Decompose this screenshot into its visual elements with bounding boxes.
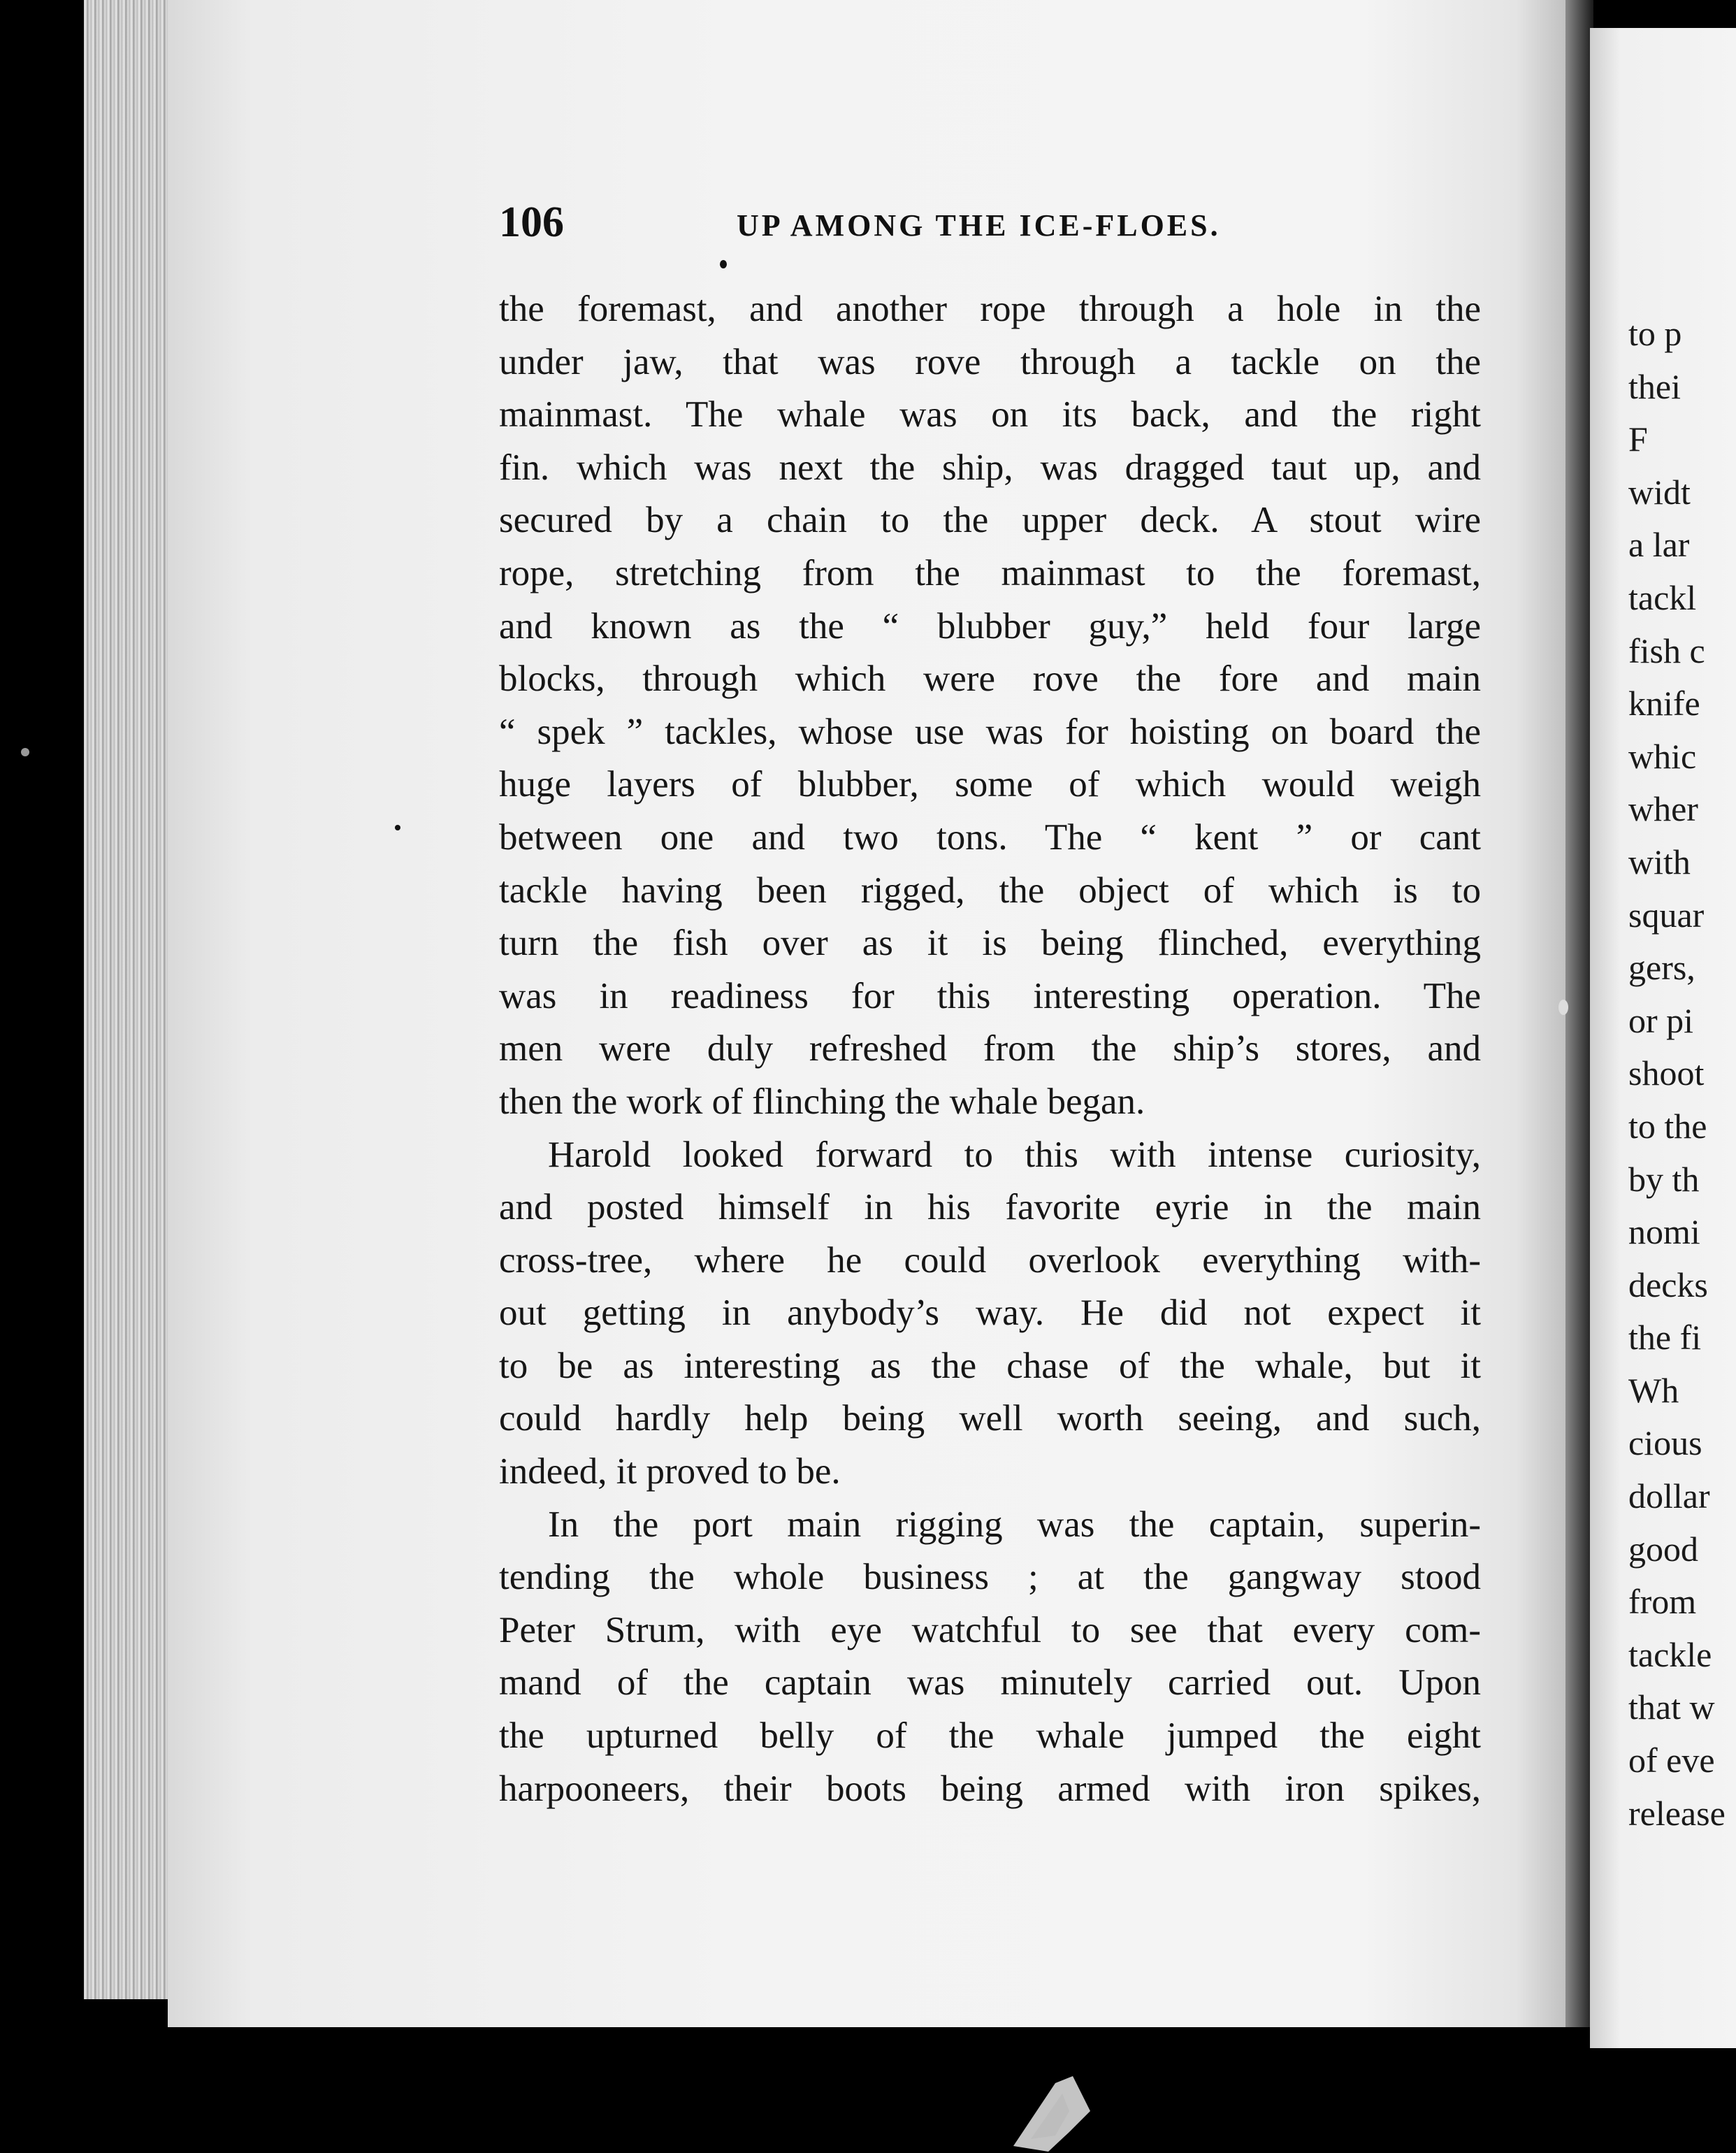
fragment-line: of eve [1628, 1741, 1715, 1780]
text-line: “ spek ” tackles, whose use was for hoisting on board the [499, 711, 1481, 752]
text-line: blocks, through which were rove the fore and main [499, 658, 1481, 700]
text-line: men were duly refreshed from the ship’s stores, and [499, 1028, 1481, 1070]
fragment-line: release [1628, 1793, 1726, 1833]
text-line: then the work of flinching the whale began. [499, 1081, 1145, 1122]
fragment-line: wher [1628, 789, 1698, 829]
fragment-line: widt [1628, 472, 1691, 512]
text-line: could hardly help being well worth seeing, and such, [499, 1398, 1481, 1439]
dust-speck [720, 260, 727, 268]
text-line: turn the fish over as it is being flinched, everything [499, 923, 1481, 964]
text-line: tending the whole business ; at the gangway stood [499, 1557, 1481, 1598]
text-line: mand of the captain was minutely carried out. Upon [499, 1662, 1481, 1704]
fragment-line: a lar [1628, 525, 1690, 565]
fragment-line: dollar [1628, 1476, 1710, 1516]
text-line: tackle having been rigged, the object of which is to [499, 870, 1481, 911]
fragment-line: the fi [1628, 1318, 1702, 1358]
fragment-line: good [1628, 1529, 1698, 1569]
text-line: fin. which was next the ship, was dragged taut up, and [499, 447, 1481, 488]
text-line: Harold looked forward to this with intense curiosity, [548, 1134, 1481, 1175]
text-line: under jaw, that was rove through a tackle on the [499, 341, 1481, 382]
text-line: the foremast, and another rope through a hole in the [499, 289, 1481, 329]
text-line: Peter Strum, with eye watchful to see that every com- [499, 1609, 1481, 1650]
fragment-line: F [1628, 419, 1648, 459]
fragment-line: nomi [1628, 1212, 1700, 1252]
dust-speck [395, 825, 400, 830]
text-line: and known as the “ blubber guy,” held four large [499, 605, 1481, 647]
text-line: indeed, it proved to be. [499, 1451, 841, 1492]
facing-page-text [1628, 308, 1736, 1840]
text-line: mainmast. The whale was on its back, and the right [499, 394, 1481, 435]
dust-speck [21, 748, 29, 756]
body-text [499, 283, 1481, 1815]
fragment-line: whic [1628, 736, 1697, 776]
fragment-line: knife [1628, 684, 1700, 723]
fragment-line: by th [1628, 1159, 1700, 1199]
fragment-line: or pi [1628, 1000, 1694, 1040]
text-line: secured by a chain to the upper deck. A stout wire [499, 500, 1481, 541]
fragment-line: tackl [1628, 577, 1697, 617]
fragment-line: from [1628, 1582, 1697, 1622]
running-head: UP AMONG THE ICE-FLOES. [737, 208, 1221, 243]
text-line: out getting in anybody’s way. He did not expect it [499, 1292, 1481, 1334]
fragment-line: Wh [1628, 1370, 1679, 1410]
fragment-line: that w [1628, 1687, 1715, 1727]
page-edges [84, 0, 175, 1999]
text-line: cross-tree, where he could overlook everything with- [499, 1239, 1481, 1281]
text-line: and posted himself in his favorite eyrie in the main [499, 1187, 1481, 1228]
text-line: to be as interesting as the chase of the whale, but it [499, 1345, 1481, 1386]
text-line: the upturned belly of the whale jumped the eight [499, 1715, 1481, 1757]
fragment-line: to the [1628, 1106, 1707, 1146]
dust-speck [1558, 1000, 1568, 1015]
text-line: between one and two tons. The “ kent ” or cant [499, 816, 1481, 858]
fragment-line: thei [1628, 366, 1681, 406]
fragment-line: shoot [1628, 1053, 1705, 1093]
text-line: In the port main rigging was the captain, superin- [548, 1504, 1481, 1545]
fragment-line: cious [1628, 1423, 1702, 1463]
fragment-line: squar [1628, 895, 1705, 935]
fragment-line: to p [1628, 314, 1682, 353]
fragment-line: fish c [1628, 631, 1705, 670]
fragment-line: tackle [1628, 1634, 1712, 1674]
text-line: harpooneers, their boots being armed with iron spikes, [499, 1768, 1481, 1809]
page-number: 106 [499, 199, 564, 246]
fragment-line: decks [1628, 1265, 1708, 1304]
text-line: was in readiness for this interesting operation. The [499, 975, 1481, 1016]
fragment-line: with [1628, 842, 1691, 881]
book-gutter [1565, 0, 1593, 2027]
fragment-line: gers, [1628, 948, 1695, 988]
scan-debris [1006, 2069, 1118, 2153]
text-line: huge layers of blubber, some of which would weigh [499, 764, 1481, 805]
text-line: rope, stretching from the mainmast to the foremast, [499, 552, 1481, 593]
